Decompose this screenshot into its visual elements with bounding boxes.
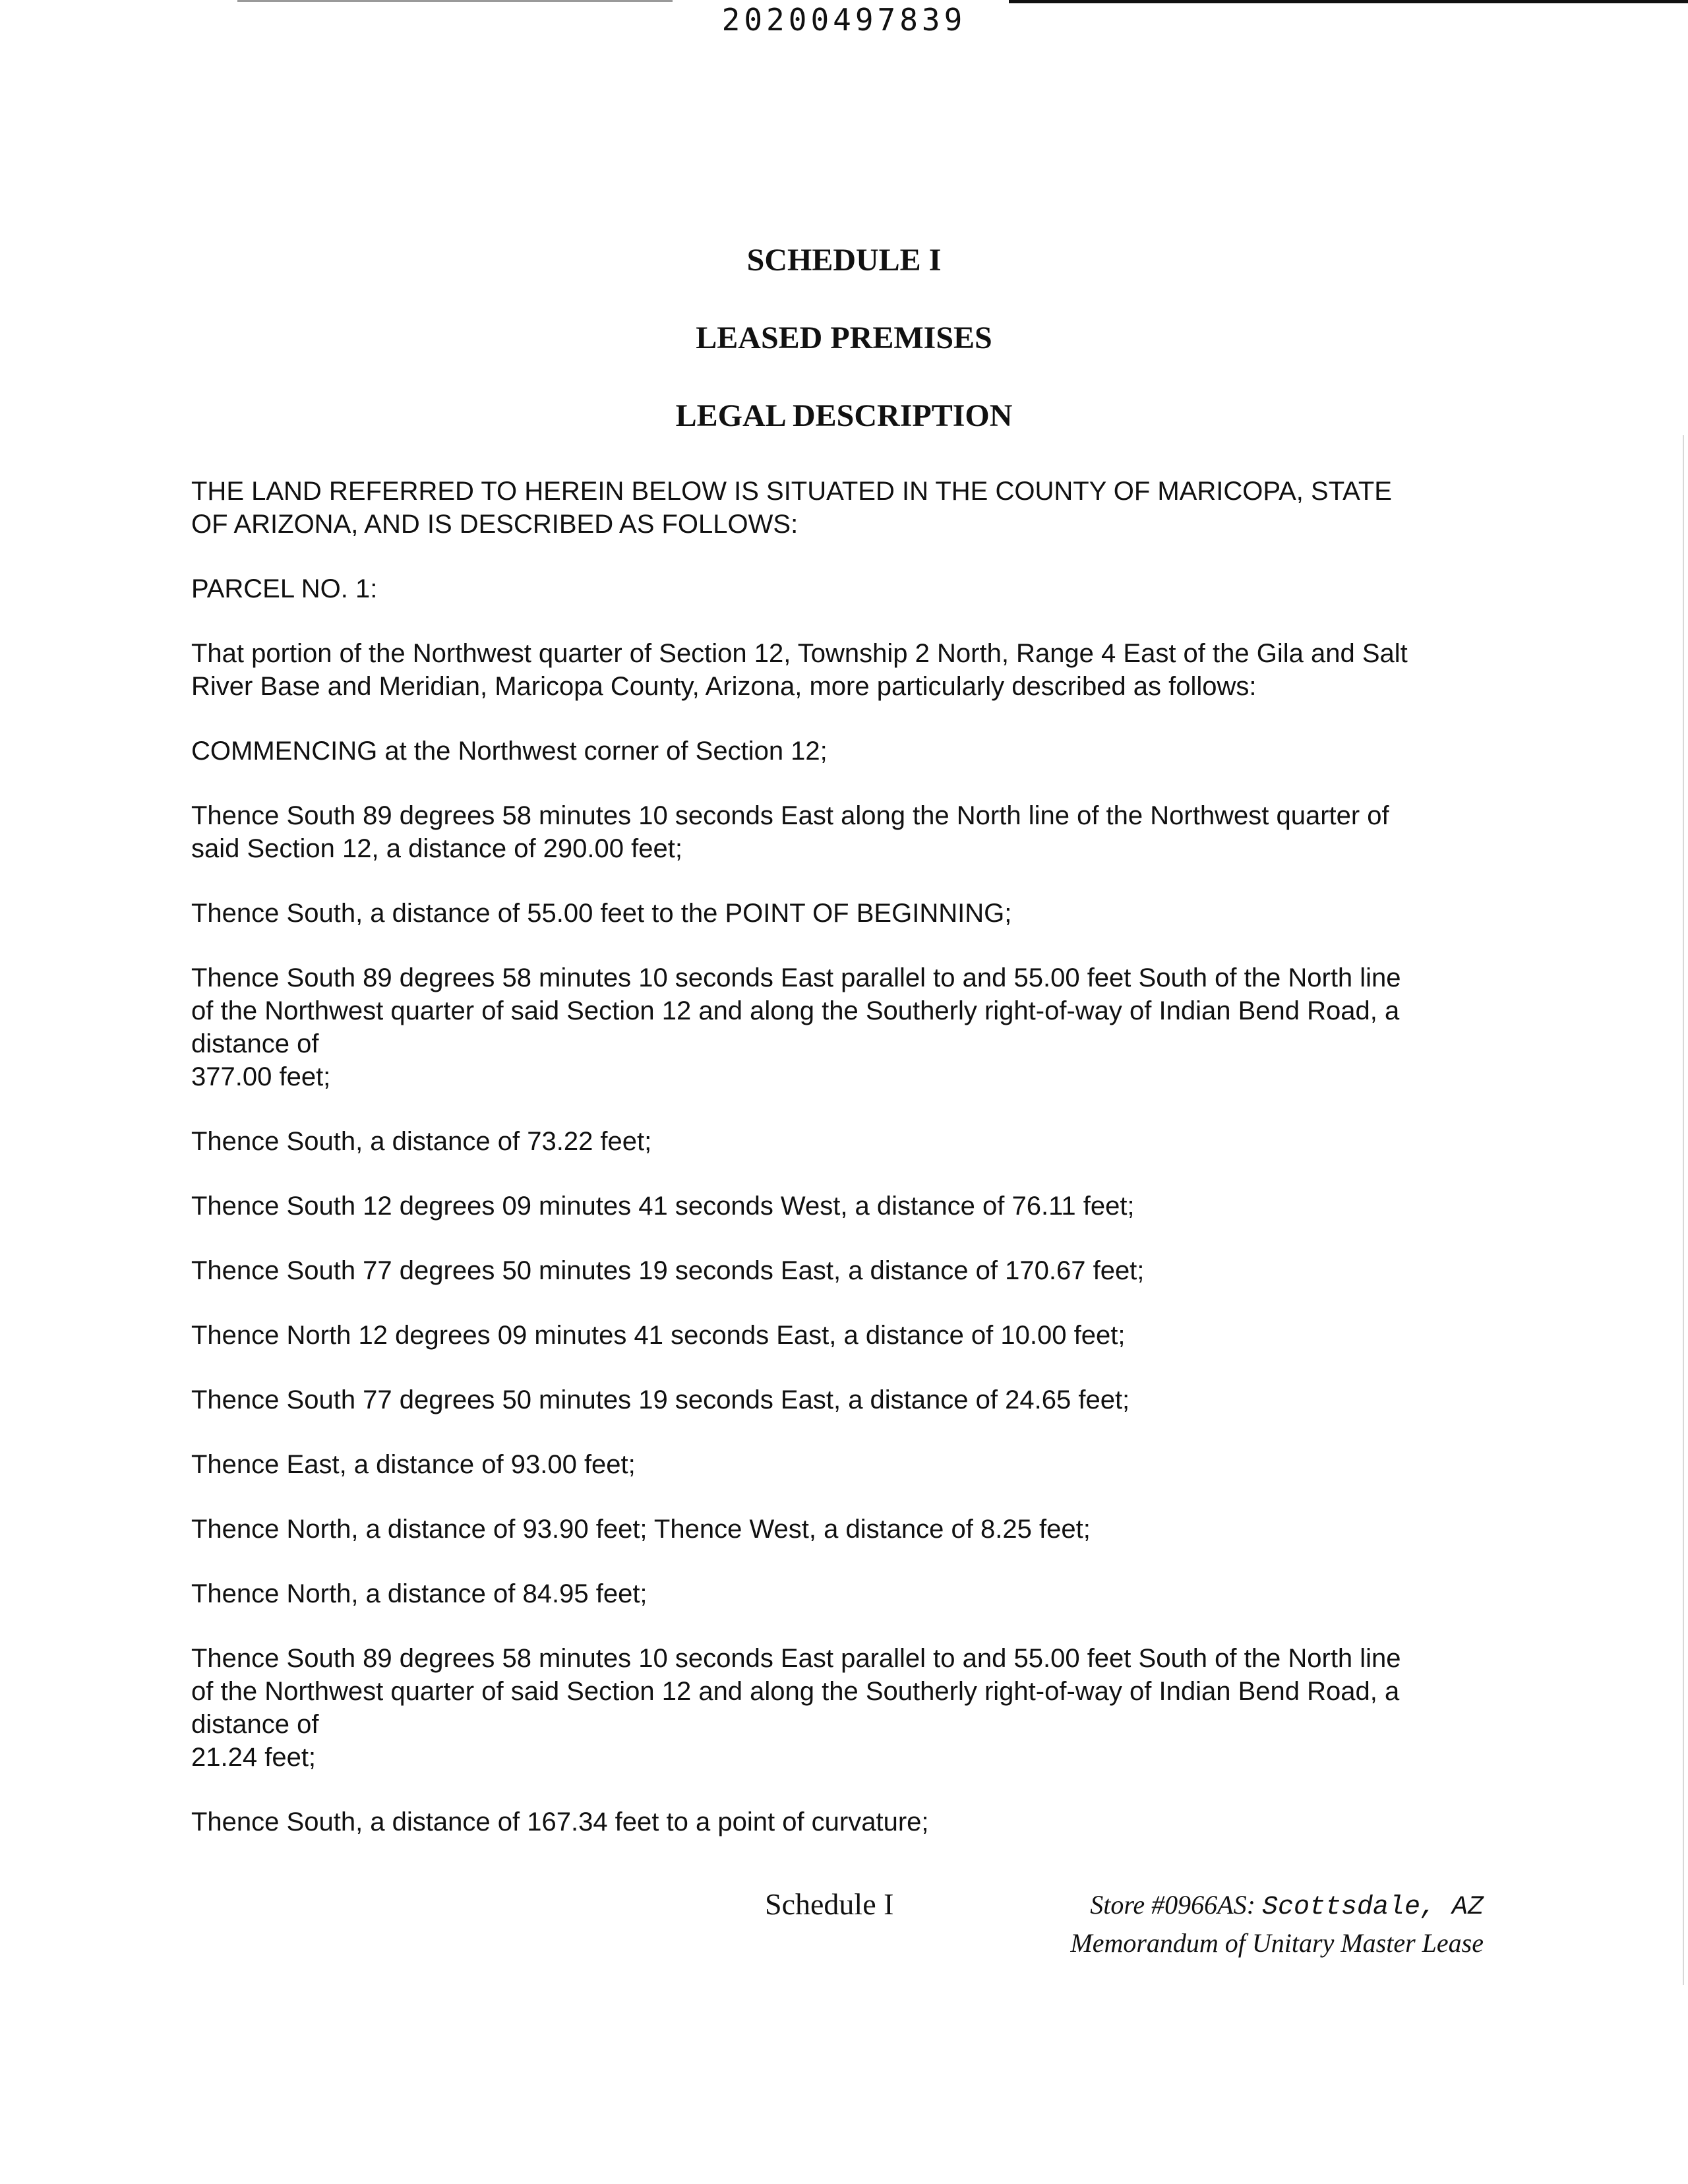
recording-number: 20200497839 <box>721 2 967 38</box>
scan-edge-line <box>1683 435 1684 1985</box>
footer-store-location: Scottsdale, AZ <box>1261 1893 1484 1922</box>
intro-paragraph: THE LAND REFERRED TO HEREIN BELOW IS SITUATED IN THE COUNTY OF MARICOPA, STATE OF ARIZONA, AND IS DESCRIBED AS FOLLOWS: <box>191 477 1392 539</box>
course-paragraph: Thence South 77 degrees 50 minutes 19 seconds East, a distance of 170.67 feet; <box>191 1256 1145 1285</box>
course-paragraph: Thence South 89 degrees 58 minutes 10 seconds East parallel to and 55.00 feet South of the North line of the Northwest quarter of said Section 12 and along the Southerly right-of-way of Indian Bend Road, a distance of 377.00 feet; <box>191 963 1401 1091</box>
legal-description-heading: LEGAL DESCRIPTION <box>675 398 1013 433</box>
course-paragraph: Thence South, a distance of 167.34 feet to a point of curvature; <box>191 1807 929 1836</box>
legal-description-body <box>191 475 1510 1870</box>
course-paragraph: Thence North, a distance of 84.95 feet; <box>191 1579 648 1608</box>
footer-document-name: Memorandum of Unitary Master Lease <box>1070 1928 1484 1958</box>
commencing-paragraph: COMMENCING at the Northwest corner of Section 12; <box>191 737 828 766</box>
course-paragraph: Thence South 77 degrees 50 minutes 19 seconds East, a distance of 24.65 feet; <box>191 1385 1130 1414</box>
title-block <box>0 241 1688 474</box>
course-paragraph: Thence North, a distance of 93.90 feet; Thence West, a distance of 8.25 feet; <box>191 1515 1091 1544</box>
leased-premises-heading: LEASED PREMISES <box>696 320 992 355</box>
footer-page-label: Schedule I <box>765 1887 894 1921</box>
course-paragraph: Thence South, a distance of 73.22 feet; <box>191 1127 652 1156</box>
course-paragraph: Thence North 12 degrees 09 minutes 41 seconds East, a distance of 10.00 feet; <box>191 1321 1126 1350</box>
course-paragraph: Thence South 12 degrees 09 minutes 41 seconds West, a distance of 76.11 feet; <box>191 1192 1135 1221</box>
course-paragraph: Thence South 89 degrees 58 minutes 10 seconds East parallel to and 55.00 feet South of the North line of the Northwest quarter of said Section 12 and along the Southerly right-of-way of Indian Bend Road, a distance of 21.24 feet; <box>191 1644 1401 1772</box>
schedule-heading: SCHEDULE I <box>746 243 942 278</box>
portion-paragraph: That portion of the Northwest quarter of Section 12, Township 2 North, Range 4 East of the Gila and Salt River Base and Meridian, Maricopa County, Arizona, more particularly described as follows: <box>191 639 1408 701</box>
course-paragraph: Thence South 89 degrees 58 minutes 10 seconds East along the North line of the Northwest quarter of said Section 12, a distance of 290.00 feet; <box>191 801 1389 863</box>
footer-store-line <box>1070 1887 1484 1926</box>
footer-store-block <box>1070 1887 1484 1961</box>
footer-store-prefix: Store #0966AS: <box>1090 1890 1255 1920</box>
course-paragraph: Thence East, a distance of 93.00 feet; <box>191 1450 636 1479</box>
course-paragraph: Thence South, a distance of 55.00 feet to the POINT OF BEGINNING; <box>191 899 1012 928</box>
parcel-label: PARCEL NO. 1: <box>191 574 378 603</box>
